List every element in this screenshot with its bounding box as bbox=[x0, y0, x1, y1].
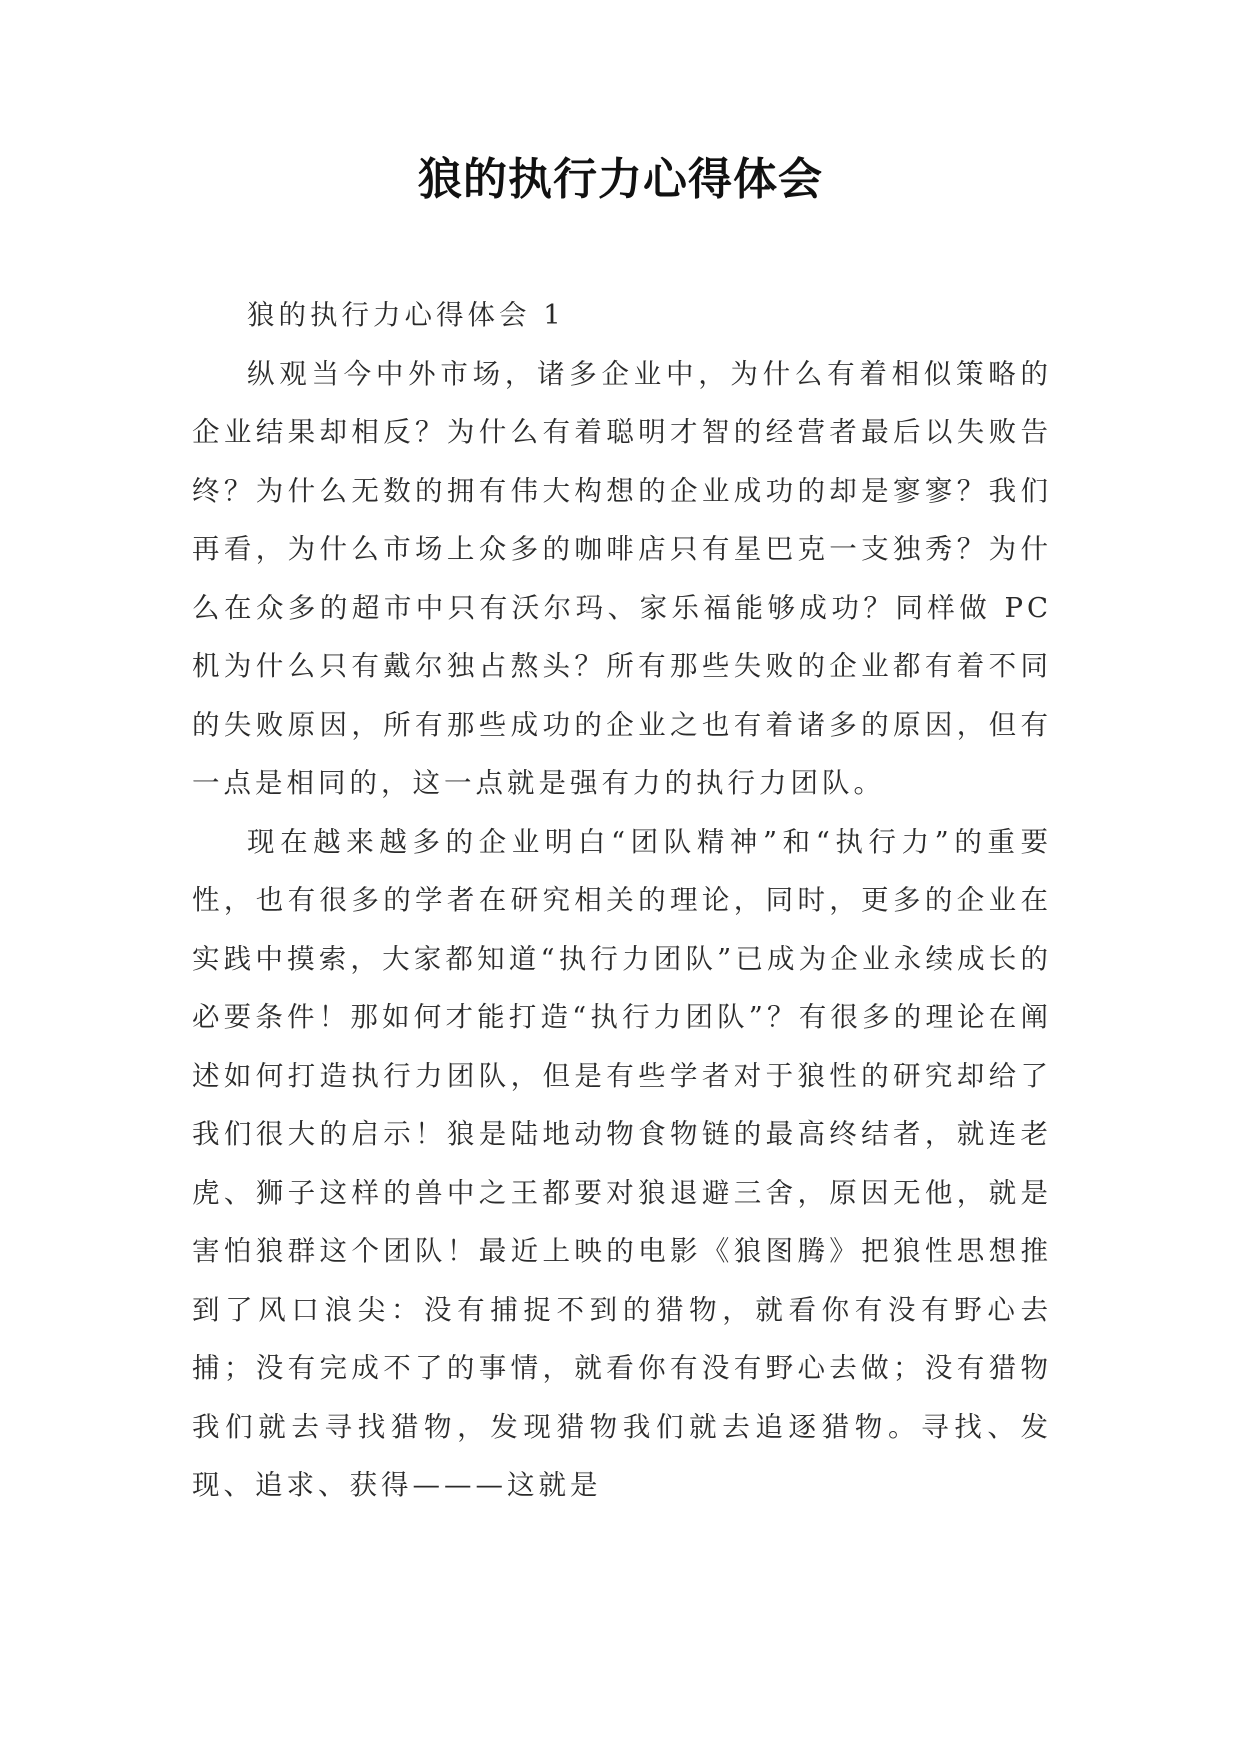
paragraph-1: 纵观当今中外市场，诸多企业中，为什么有着相似策略的企业结果却相反？为什么有着聪明才智的经营者最后以失败告终？为什么无数的拥有伟大构想的企业成功的却是寥寥？我们再看，为什么市场上众多的咖啡店只有星巴克一支独秀？为什么在众多的超市中只有沃尔玛、家乐福能够成功？同样做 PC 机为什么只有戴尔独占熬头？所有那些失败的企业都有着不同的失败原因，所有那些成功的企业之也有着诸多的原因，但有一点是相同的，这一点就是强有力的执行力团队。 bbox=[192, 357, 1052, 799]
paragraph-2: 现在越来越多的企业明白“团队精神”和“执行力”的重要性，也有很多的学者在研究相关的理论，同时，更多的企业在实践中摸索，大家都知道“执行力团队”已成为企业永续成长的必要条件！那如何才能打造“执行力团队”？有很多的理论在阐述如何打造执行力团队，但是有些学者对于狼性的研究却给了我们很大的启示！狼是陆地动物食物链的最高终结者，就连老虎、狮子这样的兽中之王都要对狼退避三舍，原因无他，就是害怕狼群这个团队！最近上映的电影《狼图腾》把狼性思想推到了风口浪尖：没有捕捉不到的猎物，就看你有没有野心去捕；没有完成不了的事情，就看你有没有野心去做；没有猎物我们就去寻找猎物，发现猎物我们就去追逐猎物。寻找、发现、追求、获得———这就是 bbox=[192, 825, 1052, 1501]
section-heading: 狼的执行力心得体会 1 bbox=[247, 299, 565, 331]
document-title: 狼的执行力心得体会 bbox=[418, 154, 823, 205]
document-body bbox=[192, 286, 1052, 1515]
